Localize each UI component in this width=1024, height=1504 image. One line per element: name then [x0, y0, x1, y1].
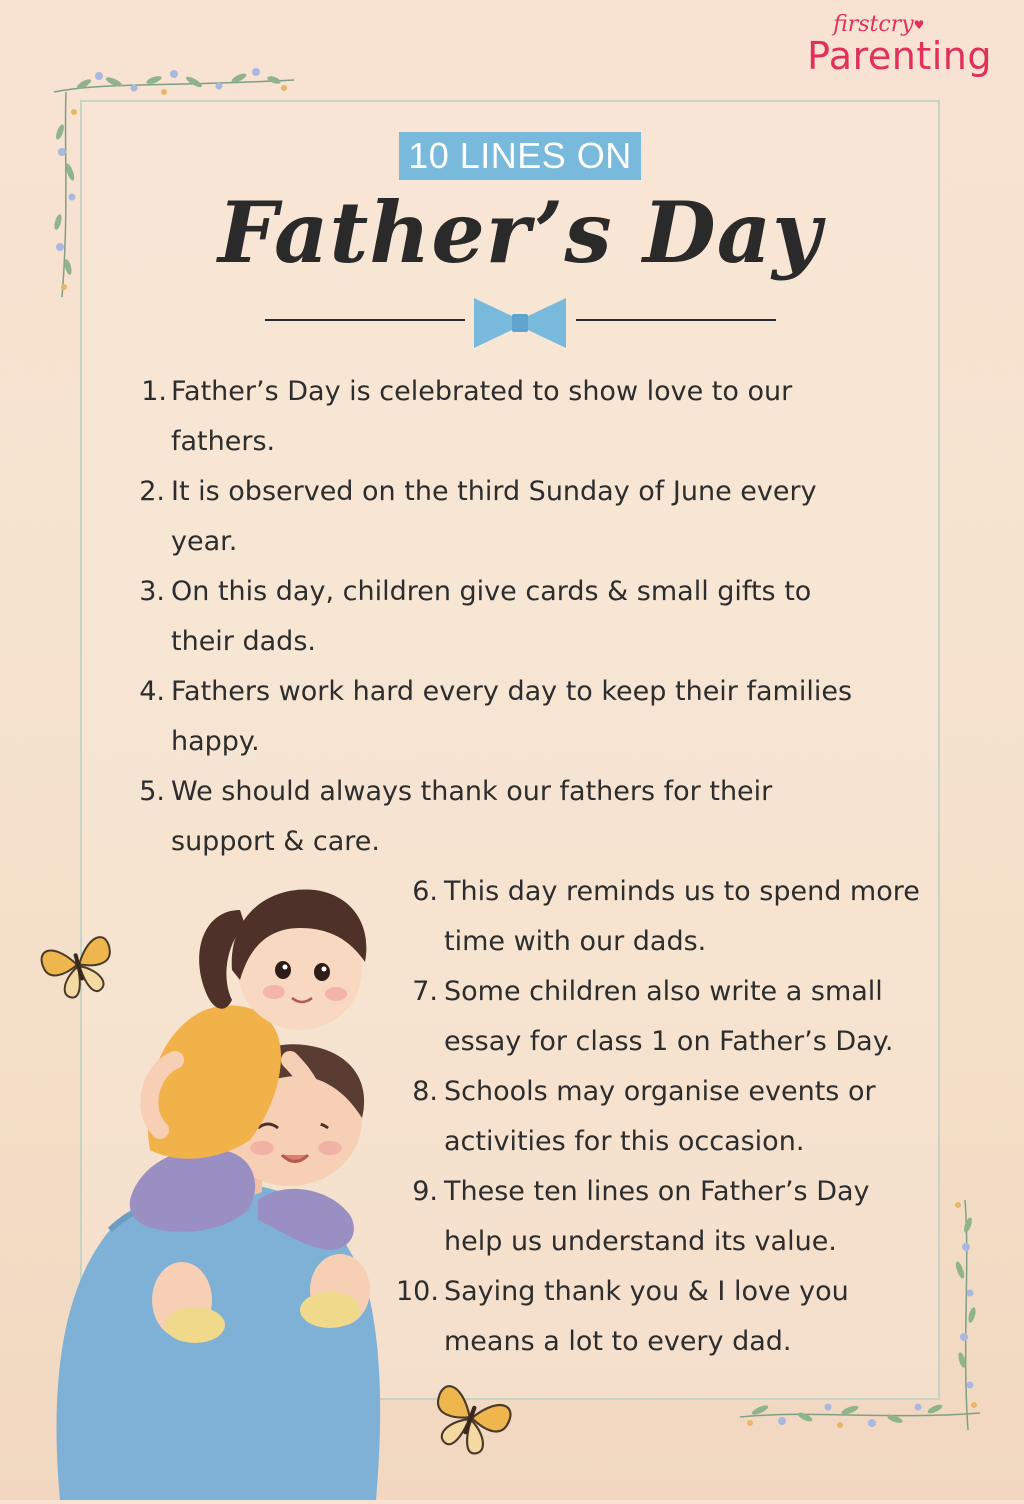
butterfly-icon [38, 925, 118, 1007]
title-tag: 10 LINES ON [399, 132, 641, 180]
butterfly-icon [428, 1375, 514, 1463]
brand-main-text: Parenting [807, 34, 992, 78]
brand-top-text: firstcry [833, 12, 914, 37]
page-title: Father’s Day [218, 183, 822, 282]
heart-icon: ♥ [913, 18, 925, 32]
lines-list: 1. Father’s Day is celebrated to show love to our fathers. 2. It is observed on the third Sunday of June every year. 3. On this day, children give cards & small gifts to their dads. 4. Fathers work hard every day to keep their families happy. 5. We should always thank our fathers for their support & care. 6. This day reminds us to spend more time with our dads. 7. Some children also write a small essay for class 1 on Father’s Day. 8. Schools may organise events or activities for this occasion. 9. These ten lines on Father’s Day help us understand its value. 10. Saying thank you & I love you means a lot to every dad. [139, 376, 920, 1357]
